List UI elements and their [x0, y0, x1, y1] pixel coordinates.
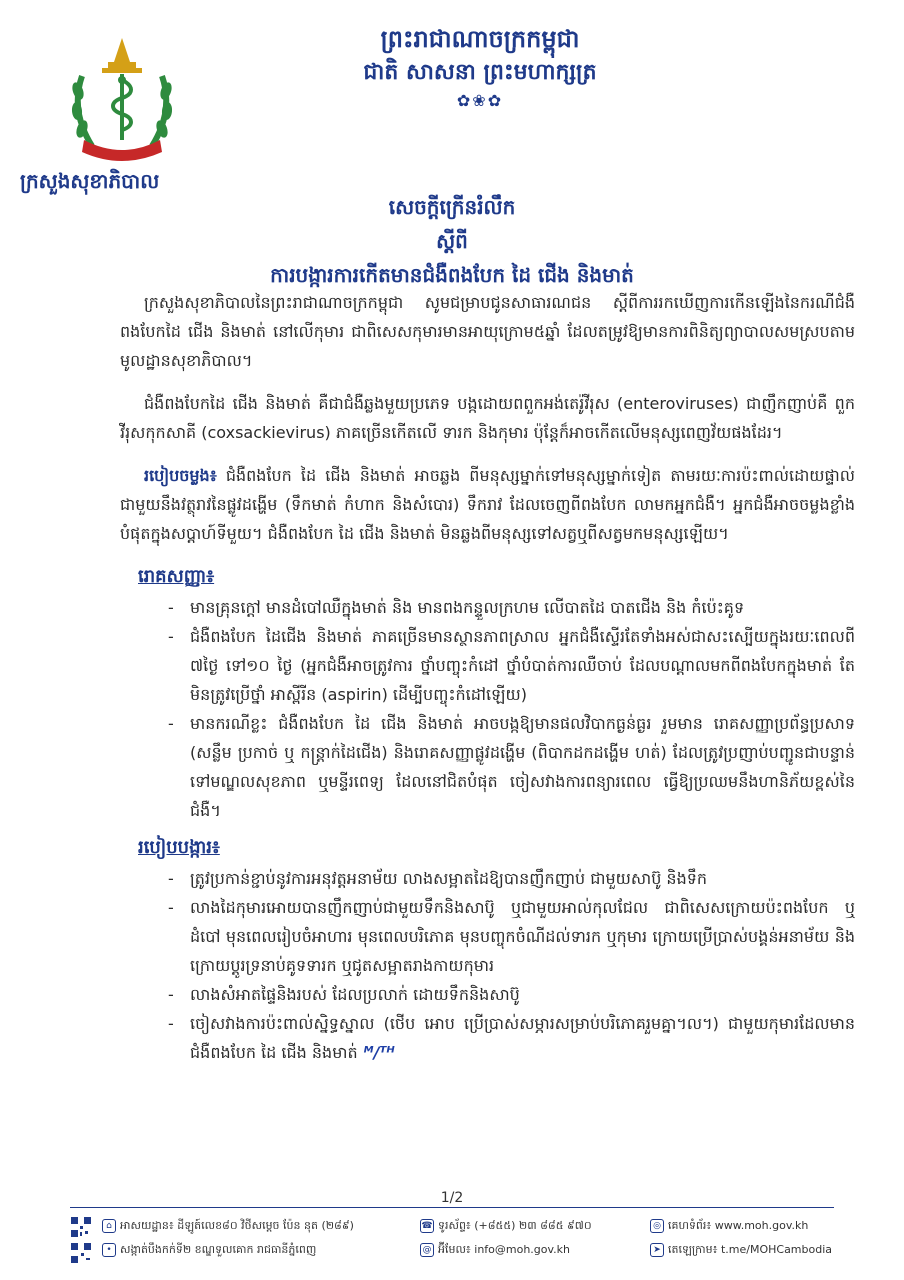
footer-divider [70, 1207, 834, 1208]
ministry-name: ក្រសួងសុខាភិបាល [20, 169, 160, 193]
title-line-2: ស្ដីពី [436, 229, 468, 253]
transmission-text: ជំងឺពងបែក ដៃ ជើង និងមាត់ អាចឆ្លង ពីមនុស្សម្នាក់ទៅមនុស្សម្នាក់ទៀត តាមរយៈការប៉ះពាល់ដោយផ្ទាល់ជាមួយនឹងវត្ថុរាវនៃផ្លូវដង្ហើម (ទឹកមាត់ កំហាក និងសំបោរ) ទឹករាវ ដែលចេញពីពងបែក លាមកអ្នកជំងឺ។ អ្នកជំងឺអាចចម្លងខ្លាំងបំផុតក្នុងសប្ដាហ៍ទីមួយ។ ជំងឺពងបែក ដៃ ជើង និងមាត់ មិនឆ្លងពីមនុស្សទៅសត្វឬពីសត្វមកមនុស្សឡើយ។ [120, 466, 855, 543]
email-icon: @ [420, 1243, 434, 1257]
document-body [120, 288, 855, 1075]
phone-icon: ☎ [421, 1221, 433, 1231]
qr-code-icon [70, 1216, 92, 1238]
footer-phone: ☎ ទូរស័ព្ទ៖ (+៨៥៥) ២៣ ៨៨៥ ៩៧០ [421, 1219, 592, 1232]
disease-definition-paragraph: ជំងឺពងបែកដៃ ជើង និងមាត់ គឺជាជំងឺឆ្លងមួយប្រភេទ បង្កដោយពពួកអង់តេរ៉ូវីរុស (enteroviruses) ជាញឹកញាប់គឺ ពួកវីរុសកុកសាគី (coxsackievirus) ភាគច្រើនកើតលើ ទារក និងកុមារ ប៉ុន្តែក៏អាចកើតលើមនុស្សពេញវ័យផងដែរ។ [120, 394, 855, 442]
kingdom-title: ព្រះរាជាណាចក្រកម្ពុជា [380, 25, 580, 53]
telegram-icon: ➤ [650, 1243, 664, 1257]
initials-signature: ᴹ/ᵀᴴ [363, 1043, 395, 1062]
home-icon: ⌂ [102, 1219, 116, 1233]
page-number: 1/2 [440, 1190, 464, 1206]
footer-telegram[interactable]: ➤ តេឡេក្រាម៖ t.me/MOHCambodia [650, 1240, 832, 1260]
qr-code-icon [70, 1242, 92, 1264]
list-item: - ត្រូវប្រកាន់ខ្ជាប់នូវការអនុវត្តអនាម័យ លាងសម្អាតដៃឱ្យបានញឹកញាប់ ជាមួយសាប៊ូ និងទឹក [168, 864, 855, 893]
list-item: - ជំងឺពងបែក ដៃជើង និងមាត់ ភាគច្រើនមានស្ថានភាពស្រាល អ្នកជំងឺស្ទើរតែទាំងអស់ជាសះស្បើយក្នុងរយៈពេលពី ៧ថ្ងៃ ទៅ១០ ថ្ងៃ (អ្នកជំងឺអាចត្រូវការ ថ្នាំបញ្ចុះកំដៅ ថ្នាំបំបាត់ការឈឺចាប់ ដែលបណ្ដាលមកពីពងបែកក្នុងមាត់ តែមិនត្រូវប្រើថ្នាំ អាស្ពីរីន (aspirin) ដើម្បីបញ្ចុះកំដៅឡើយ) [168, 622, 855, 709]
globe-icon: ◎ [650, 1219, 664, 1233]
footer-website[interactable]: ◎ គេហទំព័រ៖ www.moh.gov.kh [650, 1216, 808, 1236]
list-item: - មានគ្រុនក្ដៅ មានដំបៅឈឺក្នុងមាត់ និង មានពងកន្ទួលក្រហម លើបាតដៃ បាតជើង និង កំប៉េះគូទ [168, 593, 855, 622]
document-title [120, 190, 784, 292]
footer [70, 1214, 850, 1266]
transmission-heading: របៀបចម្លង៖ [144, 466, 217, 485]
location-icon: • [102, 1243, 116, 1257]
list-item [168, 1009, 855, 1067]
ornament-divider: ✿❀✿ [456, 91, 504, 110]
footer-address-line-1: ⌂ អាសយដ្ឋាន៖ ដីឡូត៍លេខ៨០ វិថីសម្ដេច ប៉ែន នុត (២៨៩) [102, 1216, 354, 1236]
national-motto: ជាតិ សាសនា ព្រះមហាក្សត្រ [363, 60, 597, 85]
prevention-list [120, 864, 855, 1067]
prevention-heading: របៀបបង្ការ៖ [138, 837, 220, 858]
footer-address-line-2: • សង្កាត់បឹងកក់ទី២ ខណ្ឌទួលគោក រាជធានីភ្នំពេញ [102, 1240, 316, 1260]
symptoms-heading: រោគសញ្ញា៖ [138, 566, 215, 587]
title-line-3: ការបង្ការការកើតមានជំងឺពងបែក ដៃ ជើង និងមាត់ [270, 263, 634, 287]
ministry-logo [62, 36, 182, 166]
footer-email[interactable]: @ អ៊ីមែល៖ info@moh.gov.kh [420, 1240, 570, 1260]
transmission-paragraph [120, 461, 855, 548]
title-line-1: សេចក្ដីក្រើនរំលឹក [388, 195, 516, 219]
kingdom-header [300, 22, 660, 112]
list-item-text: ចៀសវាងការប៉ះពាល់ស្និទ្ធស្នាល (ថើប អោប ប្រើប្រាស់សម្ភារសម្រាប់បរិភោគរួមគ្នា។ល។) ជាមួយកុមារដែលមានជំងឺពងបែក ដៃ ជើង និងមាត់ [190, 1014, 855, 1062]
symptoms-list [120, 593, 855, 825]
intro-paragraph: ក្រសួងសុខាភិបាលនៃព្រះរាជាណាចក្រកម្ពុជា សូមជម្រាបជូនសាធារណជន ស្ដីពីការរកឃើញការកើនឡើងនៃករណីជំងឺពងបែកដៃ ជើង និងមាត់ នៅលើកុមារ ជាពិសេសកុមារមានអាយុក្រោម៥ឆ្នាំ ដែលតម្រូវឱ្យមានការពិនិត្យព្យាបាលសមស្របតាមមូលដ្ឋានសុខាភិបាល។ [120, 293, 855, 370]
list-item: - មានករណីខ្លះ ជំងឺពងបែក ដៃ ជើង និងមាត់ អាចបង្កឱ្យមានផលវិបាកធ្ងន់ធ្ងរ រួមមាន រោគសញ្ញាប្រព័ន្ធប្រសាទ (សន្លឹម ប្រកាច់ ឬ កន្ត្រាក់ដៃជើង) និងរោគសញ្ញាផ្លូវដង្ហើម (ពិបាកដកដង្ហើម ហត់) ដែលត្រូវប្រញាប់បញ្ជូនជាបន្ទាន់ ទៅមណ្ឌលសុខភាព ឬមន្ទីរពេទ្យ ដែលនៅជិតបំផុត ចៀសវាងការពន្យារពេល ធ្វើឱ្យប្រឈមនឹងហានិភ័យខ្ពស់នៃជំងឺ។ [168, 709, 855, 825]
list-item: - លាងសំអាតផ្ទៃនិងរបស់ ដែលប្រលាក់ ដោយទឹកនិងសាប៊ូ [168, 980, 855, 1009]
list-item: - លាងដៃកុមារអោយបានញឹកញាប់ជាមួយទឹកនិងសាប៊ូ ឬជាមួយអាល់កុលជែល ជាពិសេសក្រោយប៉ះពងបែក ឬ ដំបៅ មុនពេលរៀបចំអាហារ មុនពេលបរិភោគ មុនបញ្ចុកចំណីដល់ទារក ឬកុមារ ក្រោយប្រើប្រាស់បង្គន់អនាម័យ និងក្រោយប្ដូរទ្រនាប់គូទទារក ឬជូតសម្អាតរាងកាយកុមារ [168, 893, 855, 980]
